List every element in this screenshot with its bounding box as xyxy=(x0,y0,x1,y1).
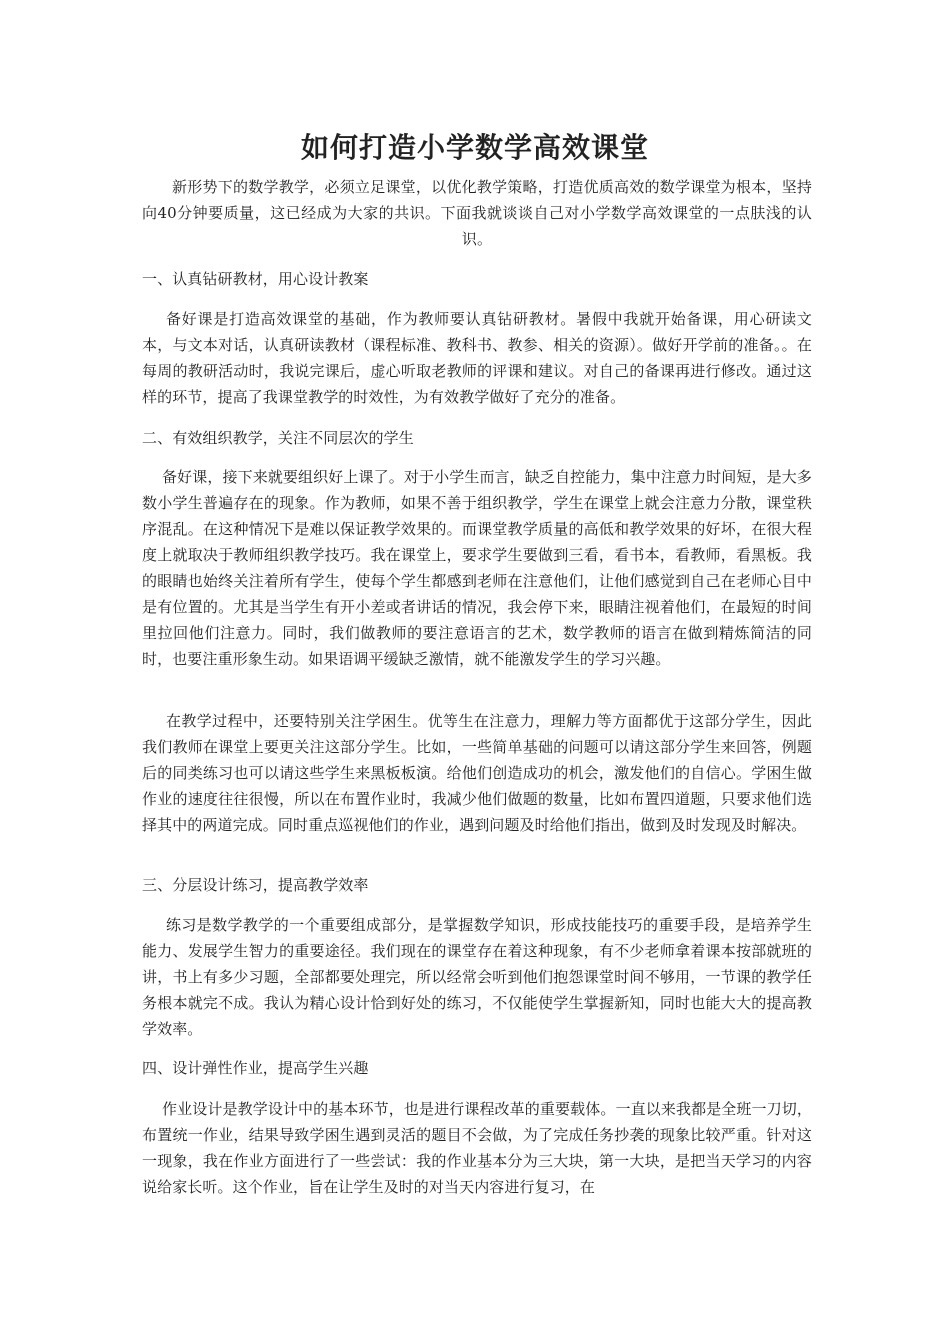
section-heading-1: 一、认真钻研教材，用心设计教案 xyxy=(142,270,369,288)
section-3-paragraph-1: 练习是数学教学的一个重要组成部分，是掌握数学知识，形成技能技巧的重要手段，是培养学生能力、发展学生智力的重要途径。我们现在的课堂存在着这种现象，有不少老师拿着课本按部就班的讲，书上有多少习题，全部都要处理完，所以经常会听到他们抱怨课堂时间不够用，一节课的教学任务根本就完不成。我认为精心设计恰到好处的练习，不仅能使学生掌握新知，同时也能大大的提高教学效率。 xyxy=(142,916,812,1038)
section-4-paragraph-1: 作业设计是教学设计中的基本环节，也是进行课程改革的重要载体。一直以来我都是全班一刀切，布置统一作业，结果导致学困生遇到灵活的题目不会做，为了完成任务抄袭的现象比较严重。针对这一现象，我在作业方面进行了一些尝试：我的作业基本分为三大块，第一大块，是把当天学习的内容说给家长听。这个作业，旨在让学生及时的对当天内容进行复习，在 xyxy=(142,1100,812,1196)
section-2-paragraph-1: 备好课，接下来就要组织好上课了。对于小学生而言，缺乏自控能力，集中注意力时间短，是大多数小学生普遍存在的现象。作为教师，如果不善于组织教学，学生在课堂上就会注意力分散，课堂秩序混乱。在这种情况下是难以保证教学效果的。而课堂教学质量的高低和教学效果的好坏，在很大程度上就取决于教师组织教学技巧。我在课堂上，要求学生要做到三看，看书本，看教师，看黑板。我的眼睛也始终关注着所有学生，使每个学生都感到老师在注意他们，让他们感觉到自己在老师心目中是有位置的。尤其是当学生有开小差或者讲话的情况，我会停下来，眼睛注视着他们，在最短的时间里拉回他们注意力。同时，我们做教师的要注意语言的艺术，数学教师的语言在做到精炼简洁的同时，也要注重形象生动。如果语调平缓缺乏激情，就不能激发学生的学习兴趣。 xyxy=(142,468,812,668)
document-title: 如何打造小学数学高效课堂 xyxy=(300,131,649,164)
section-heading-4: 四、设计弹性作业，提高学生兴趣 xyxy=(142,1059,369,1077)
section-1-paragraph-1: 备好课是打造高效课堂的基础，作为教师要认真钻研教材。暑假中我就开始备课，用心研读文本，与文本对话，认真研读教材（课程标准、教科书、教参、相关的资源）。做好开学前的准备。。在每周的教研活动时，我说完课后，虚心听取老教师的评课和建议。对自己的备课再进行修改。通过这样的环节，提高了我课堂教学的时效性，为有效教学做好了充分的准备。 xyxy=(142,310,812,406)
section-heading-3: 三、分层设计练习，提高教学效率 xyxy=(142,876,369,894)
section-2-paragraph-2: 在教学过程中，还要特别关注学困生。优等生在注意力，理解力等方面都优于这部分学生，因此我们教师在课堂上要更关注这部分学生。比如，一些简单基础的问题可以请这部分学生来回答，例题后的同类练习也可以请这些学生来黑板板演。给他们创造成功的机会，激发他们的自信心。学困生做作业的速度往往很慢，所以在布置作业时，我减少他们做题的数量，比如布置四道题，只要求他们选择其中的两道完成。同时重点巡视他们的作业，遇到问题及时给他们指出，做到及时发现及时解决。 xyxy=(142,712,812,834)
section-heading-2: 二、有效组织教学，关注不同层次的学生 xyxy=(142,429,414,447)
intro-paragraph: 新形势下的数学教学，必须立足课堂，以优化教学策略，打造优质高效的数学课堂为根本，坚持向40分钟要质量，这已经成为大家的共识。下面我就谈谈自己对小学数学高效课堂的一点肤浅的认识。 xyxy=(142,178,812,248)
